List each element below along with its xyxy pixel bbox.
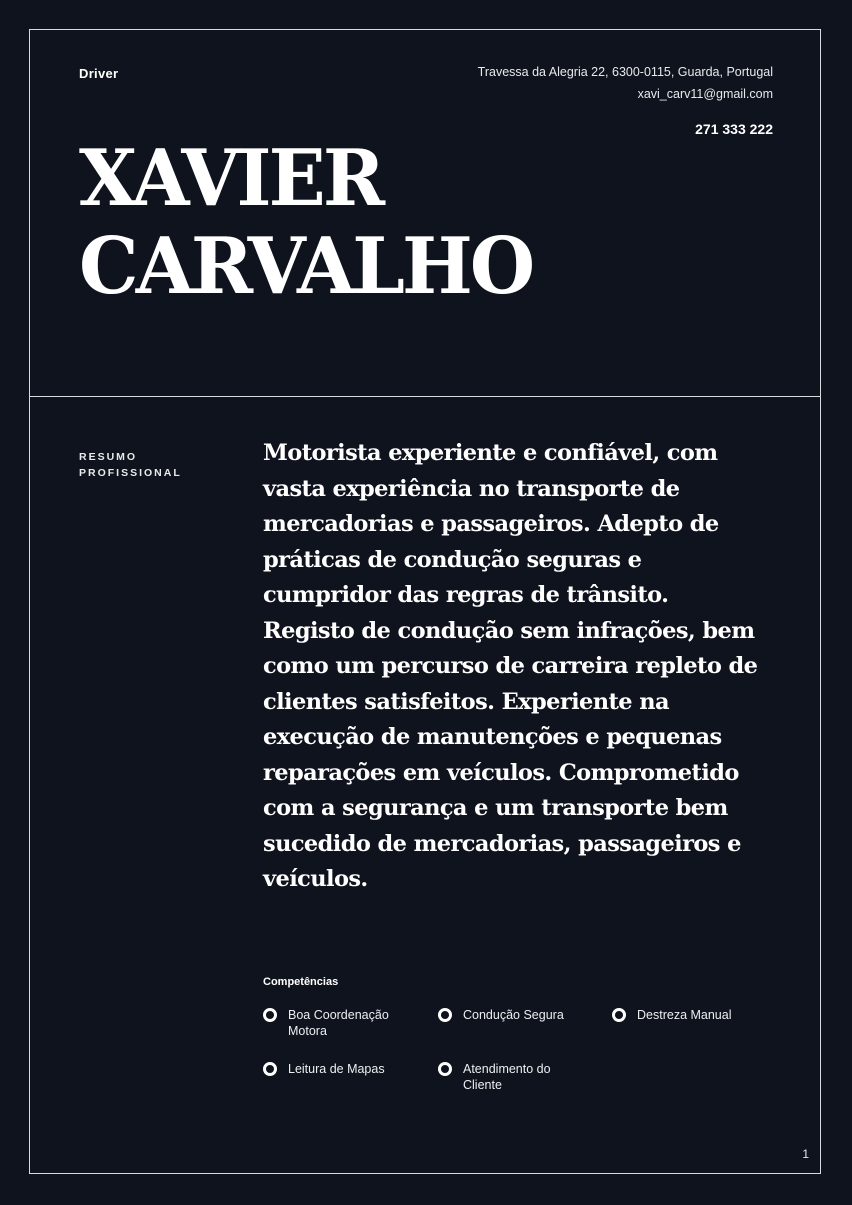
bullet-circle-icon [263, 1062, 277, 1076]
bullet-circle-icon [263, 1008, 277, 1022]
section-divider [29, 396, 821, 397]
summary-text: Motorista experiente e confiável, com vasta experiência no transporte de mercadorias e passageiros. Adepto de práticas de condução seguras e cumpridor das regras de trânsito. Registo de condução sem infrações, bem como um percurso de carreira repleto de clientes satisfeitos. Experiente na execução de manutenções e pequenas reparações em veículos. Comprometido com a segurança e um transporte bem sucedido de mercadorias, passageiros e veículos. [263, 440, 758, 892]
skill-label: Leitura de Mapas [288, 1062, 385, 1076]
address: Travessa da Alegria 22, 6300-0115, Guarda, Portugal [477, 65, 773, 79]
skill-label: Atendimento do Cliente [463, 1062, 551, 1092]
candidate-name [79, 135, 532, 311]
bullet-circle-icon [438, 1062, 452, 1076]
phone: 271 333 222 [695, 121, 773, 137]
summary-label-line2: PROFISSIONAL [79, 467, 182, 479]
skills-title: Competências [263, 976, 339, 988]
page-number: 1 [802, 1147, 809, 1161]
summary-label [79, 449, 182, 481]
skill-label: Condução Segura [463, 1008, 564, 1022]
bullet-circle-icon [438, 1008, 452, 1022]
bullet-circle-icon [612, 1008, 626, 1022]
email: xavi_carv11@gmail.com [637, 87, 773, 101]
last-name: CARVALHO [79, 221, 533, 312]
skill-label: Destreza Manual [637, 1008, 732, 1022]
skill-label: Boa Coordenação Motora [288, 1008, 389, 1038]
job-title: Driver [79, 66, 119, 81]
summary-label-line1: RESUMO [79, 451, 138, 463]
first-name: XAVIER [79, 133, 383, 224]
